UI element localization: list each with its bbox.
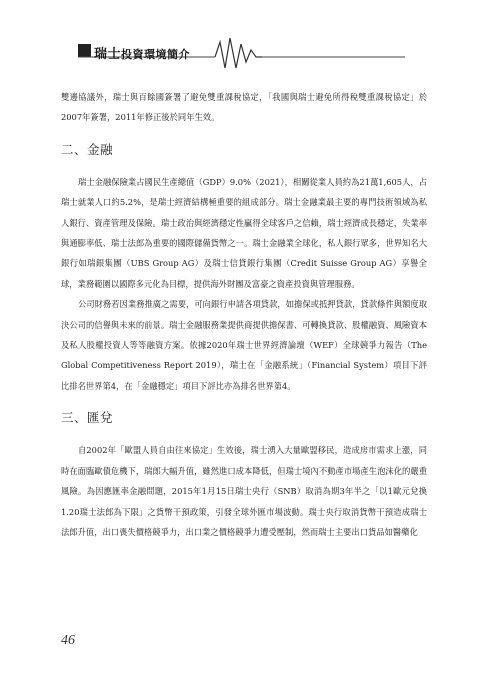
header-title-subtitle: 投資環境簡介 (121, 48, 191, 61)
paragraph-finance-loans: 公司財務若因業務推廣之需要，可向銀行申請各項貸款，如擔保或抵押貸款，貸款條件與額度取決公司的信譽與未來的前景。瑞士金融服務業提供商提供擔保書、可轉換貸款、股權融資、風險資本及私人股權投資人等等融資方案。依據2020年瑞士世界經濟論壇（WEF）全球競爭力報告（The Global Competitiveness Report 2019），瑞士在「金融系統」（Financial System）項目下評比排名世界第4，在「金融穩定」項目下評比亦為排名世界第4。 (61, 299, 427, 391)
paragraph-finance-overview: 瑞士金融保險業占國民生產總值（GDP）9.0%（2021），相關從業人員約為21萬1,605人，占瑞士就業人口約5.2%，是瑞士經濟結構極重要的組成部分。瑞士金融業最主要的專門技術領域為私人銀行、資產管理及保險。瑞士政治與經濟穩定性贏得全球客戶之信賴，瑞士經濟成長穩定，失業率與通膨率低、瑞士法郎為重要的國際儲備貨幣之一。瑞士金融業全球化，私人銀行眾多，世界知名大銀行如瑞銀集團（UBS Group AG）及瑞士信貸銀行集團（Credit Suisse Group AG）享譽全球，業務範圍以國際多元化為目標，提供海外財團及富豪之資產投資與管理服務。 (61, 176, 427, 289)
header-title-country: 瑞士 (94, 47, 122, 62)
page-body (61, 87, 427, 542)
page-number: 46 (61, 633, 75, 648)
header-ecg-line-icon (0, 0, 480, 70)
paragraph-tax-treaty: 雙邊協議外，瑞士與百餘國簽署了避免雙重課稅協定，「我國與瑞士避免所得稅雙重課稅協定」於2007年簽署，2011年修正後於同年生效。 (61, 92, 427, 123)
header-title (94, 43, 190, 62)
section-heading-finance: 二、金融 (61, 141, 114, 157)
page-header (0, 0, 480, 70)
section-heading-exchange: 三、匯兌 (61, 410, 114, 426)
paragraph-exchange: 自2002年「歐盟人員自由往來協定」生效後，瑞士湧入大量歐盟移民，造成房市需求上漲，同時在面臨歐債危機下，瑞郎大幅升值，雖然進口成本降低，但瑞士境內不動產市場產生泡沫化的嚴重風險。為因應匯率金融問題，2015年1月15日瑞士央行（SNB）取消為期3年半之「以1歐元兌換1.20瑞士法郎為下限」之貨幣干預政策，引發全球外匯市場波動。瑞士央行取消貨幣干預造成瑞士法郎升值，出口喪失價格競爭力，出口業之價格競爭力遭受壓制，然而瑞士主要出口貨品如醫藥化 (61, 445, 427, 537)
